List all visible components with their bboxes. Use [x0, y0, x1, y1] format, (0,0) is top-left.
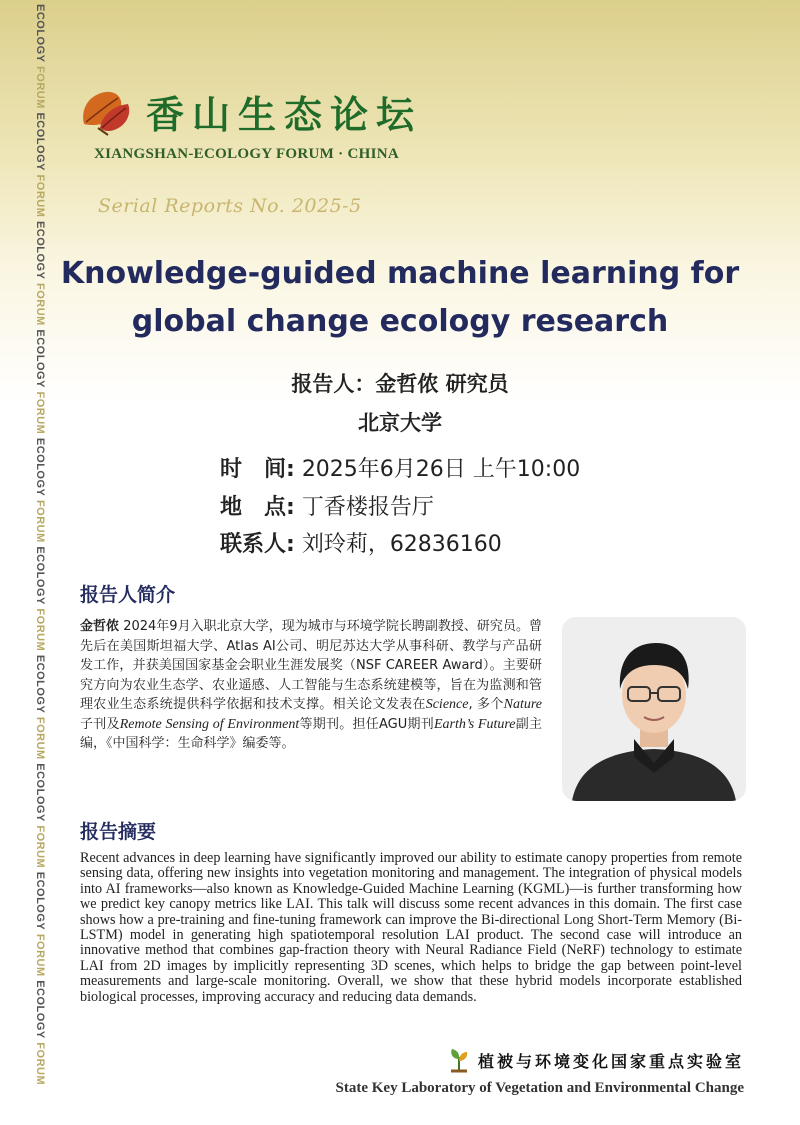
speaker-affiliation: 北京大学 [358, 411, 442, 435]
talk-title [40, 250, 760, 346]
place-row [220, 490, 434, 521]
time-row [220, 452, 580, 483]
lab-name-cn: 植被与环境变化国家重点实验室 [477, 1051, 744, 1071]
side-strip-word-ecology: ECOLOGY [34, 546, 46, 605]
place-label: 地 点: [220, 495, 295, 520]
side-strip-word-ecology: ECOLOGY [34, 220, 46, 280]
bio-text-1: 2024年9月入职北京大学，现为城市与环境学院长聘副教授、研究员。曾先后在美国斯坦福大学、Atlas AI公司、明尼苏达大学从事科研、教学与产品研发工作，并获美国国家基金会职业生涯发展奖（NSF CAREER Award）。主要研究方向为农业生态学、农业遥感、人工智能与生态系统建模等，旨在为监测和管理农业生态系统提供科学依据和技术支撑。相关论文发表在 [80, 619, 542, 712]
abstract-heading: 报告摘要 [80, 821, 157, 843]
bio-name: 金哲侬 [80, 619, 120, 634]
serial-number: Serial Reports No. 2025-5 [98, 195, 362, 217]
side-strip-word-ecology: ECOLOGY [34, 4, 46, 63]
bio-rse: Remote Sensing of Environment [119, 716, 300, 732]
side-strip-word-forum: FORUM [34, 716, 46, 760]
time-label: 时 间: [220, 457, 295, 482]
speaker-photo [562, 617, 746, 801]
speaker-portrait-image [562, 617, 746, 801]
bio-text-4: 等期刊。担任AGU期刊 [299, 716, 434, 732]
side-strip-word-ecology: ECOLOGY [34, 654, 46, 714]
bio-text-3: 子刊及 [80, 716, 120, 732]
side-strip-word-forum: FORUM [34, 174, 46, 218]
side-strip-word-ecology: ECOLOGY [34, 871, 46, 931]
side-strip-word-forum: FORUM [34, 933, 46, 977]
side-strip [26, 4, 46, 1104]
bio-science: Science [425, 697, 469, 712]
contact-value: 刘玲莉，62836160 [301, 532, 502, 557]
speaker-line [0, 368, 800, 398]
bio-text-5: 副主编，《中国科学：生命科学》编委等。 [80, 716, 542, 751]
side-strip-word-forum: FORUM [34, 825, 46, 869]
side-strip-word-forum: FORUM [34, 391, 46, 435]
time-value: 2025年6月26日 上午10:00 [301, 457, 581, 482]
side-strip-word-forum: FORUM [34, 1042, 46, 1086]
lab-logo [448, 1047, 744, 1073]
lab-name-en: State Key Laboratory of Vegetation and Environmental Change [335, 1080, 744, 1096]
abstract-text: Recent advances in deep learning have significantly improved our ability to estimate canopy properties from remote sensing data, offering new insights into vegetation monitoring and management. The integration of physical models into AI frameworks—also known as Knowledge-Guided Machine Learning (KGML)—is further transforming how we predict key canopy metrics like LAI. This talk will discuss some recent advances in this domain. The first case shows how a pre-training and fine-tuning framework can improve the Bi-directional Long Short-Term Memory (Bi-LSTM) model in generating high spatiotemporal resolution LAI product. The second case will introduce an innovative method that combines gap-fraction theory with Neural Radiance Field (NeRF) technology to estimate LAI from 2D images by implicitly representing 3D scenes, which helps to bridge the gap between point-level measurements and large-scale monitoring. Overall, we show that these hybrid models incorporate established biological processes, improving accuracy and reducing data demands. [80, 850, 742, 1005]
bio-heading: 报告人简介 [80, 584, 176, 606]
plant-lab-icon [448, 1047, 470, 1073]
forum-name-en: XIANGSHAN-ECOLOGY FORUM · CHINA [94, 146, 400, 162]
forum-name-cn: 香山生态论坛 [146, 92, 423, 137]
side-strip-word-ecology: ECOLOGY [34, 437, 46, 497]
side-strip-word-forum: FORUM [34, 608, 46, 652]
forum-logo [78, 84, 422, 139]
bio-earths-future: Earth’s Future [433, 716, 516, 732]
side-strip-word-forum: FORUM [34, 499, 46, 543]
speaker-name: 金哲侬 研究员 [375, 372, 509, 396]
speaker-label: 报告人： [291, 372, 376, 396]
leaf-logo-icon [78, 88, 134, 136]
contact-label: 联系人: [220, 532, 295, 557]
title-line-1: Knowledge-guided machine learning for [60, 256, 740, 291]
title-line-2: global change ecology research [131, 304, 669, 339]
side-strip-word-ecology: ECOLOGY [34, 329, 46, 388]
bio-text-2: , 多个 [468, 697, 504, 712]
side-strip-word-forum: FORUM [34, 66, 46, 109]
side-strip-word-ecology: ECOLOGY [34, 112, 46, 171]
side-strip-word-ecology: ECOLOGY [34, 980, 46, 1039]
side-strip-word-ecology: ECOLOGY [34, 763, 46, 822]
speaker-bio [80, 617, 542, 754]
contact-row [220, 527, 502, 558]
side-strip-word-forum: FORUM [34, 283, 46, 326]
place-value: 丁香楼报告厅 [301, 495, 434, 520]
bio-nature: Nature [503, 697, 542, 712]
